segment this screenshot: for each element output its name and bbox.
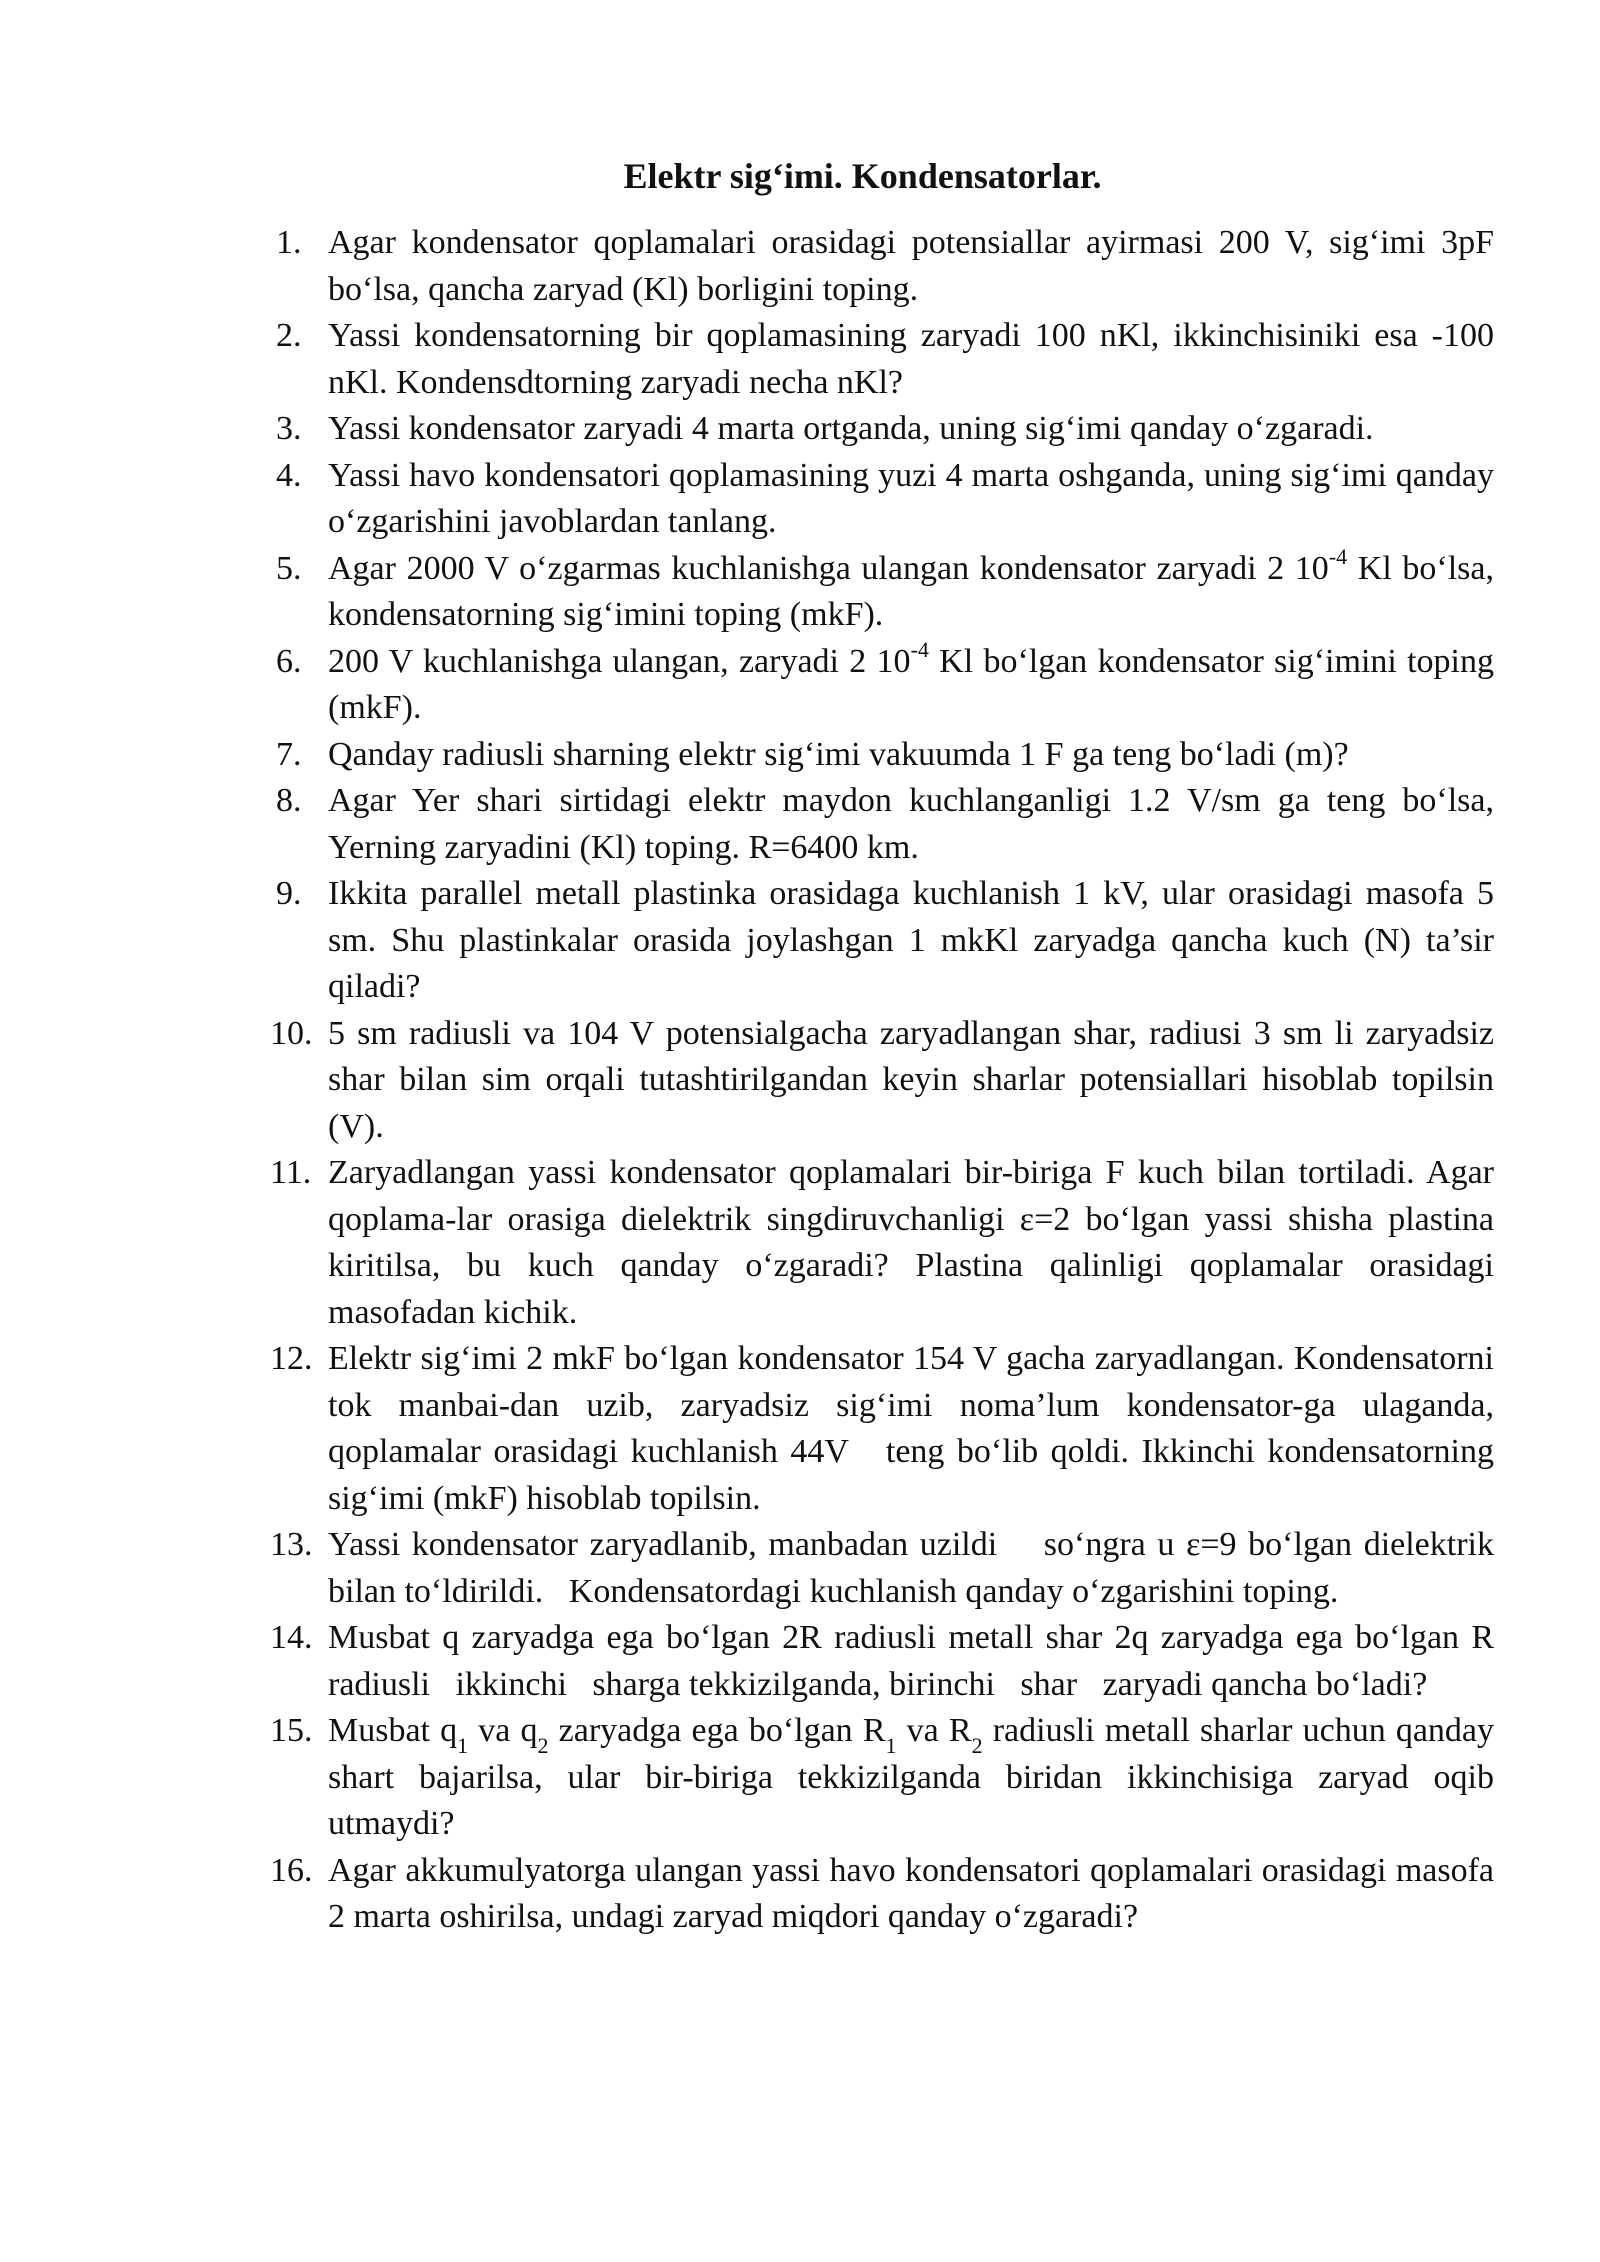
problem-number: 5. (276, 549, 302, 587)
problem-item (270, 1708, 1495, 1848)
problem-text: Agar Yer shari sirtidagi elektr maydon kuchlanganligi 1.2 V/sm ga teng bo‘lsa, Yerning zaryadini (Kl) toping. R=6400 km. (328, 782, 1494, 866)
problem-item (276, 220, 1494, 313)
problem-item (270, 1522, 1494, 1615)
problem-text: Musbat q zaryadga ega bo‘lgan 2R radiusli metall shar 2q zaryadga ega bo‘lgan R radiusli ikkinchi sharga tekkizilganda, birinchi shar zaryadi qancha bo‘ladi? (328, 1619, 1494, 1703)
problem-number: 7. (276, 735, 302, 773)
problem-text: Yassi kondensator zaryadi 4 marta ortganda, uning sig‘imi qanday o‘zgaradi. (328, 410, 1374, 447)
problem-item (270, 1336, 1494, 1522)
problem-number: 6. (276, 642, 302, 680)
problem-text: Zaryadlangan yassi kondensator qoplamalari bir-biriga F kuch bilan tortiladi. Agar qoplama-lar orasiga dielektrik singdiruvchanligi ε=2 bo‘lgan yassi shisha plastina kiritilsa, bu kuch qanday o‘zgaradi? Plastina qalinligi qoplamalar orasidagi masofadan kichik. (328, 1154, 1494, 1331)
problem-number: 3. (276, 410, 302, 447)
problem-number: 4. (276, 456, 302, 494)
problem-number: 11. (270, 1154, 312, 1191)
page-title: Elektr sig‘imi. Kondensatorlar. (623, 156, 1102, 196)
problem-item (276, 546, 1494, 639)
problem-text: 5 sm radiusli va 104 V potensialgacha zaryadlangan shar, radiusi 3 sm li zaryadsiz shar bilan sim orqali tutashtirilgandan keyin sharlar potensiallari hisoblab topilsin (V). (328, 1014, 1494, 1145)
problem-text: Agar 2000 V o‘zgarmas kuchlanishga ulangan kondensator zaryadi 2 $10^{-4}$ Kl bo‘lsa, kondensatorning sig‘imini toping (mkF). (328, 544, 1494, 633)
problem-number: 10. (270, 1014, 313, 1052)
problem-number: 8. (276, 782, 302, 819)
problem-item (276, 453, 1494, 546)
problem-text: Qanday radiusli sharning elektr sig‘imi vakuumda 1 F ga teng bo‘ladi (m)? (328, 735, 1349, 773)
problem-number: 14. (270, 1619, 313, 1656)
problem-text: Elektr sig‘imi 2 mkF bo‘lgan kondensator 154 V gacha zaryadlangan. Kondensatorni tok manbai-dan uzib, zaryadsiz sig‘imi noma’lum kondensator-ga ulaganda, qoplamalar orasidagi kuchlanish 44V teng bo‘lib qoldi. Ikkinchi kondensatorning sig‘imi (mkF) hisoblab topilsin. (328, 1340, 1494, 1517)
problem-number: 13. (270, 1526, 313, 1563)
problem-item (276, 778, 1494, 871)
problem-text: 200 V kuchlanishga ulangan, zaryadi 2 $10^{-4}$ Kl bo‘lgan kondensator sig‘imini toping (mkF). (328, 637, 1495, 726)
problem-text: Yassi kondensator zaryadlanib, manbadan uzildi so‘ngra u ε=9 bo‘lgan dielektrik bilan to‘ldirildi. Kondensatordagi kuchlanish qanday o‘zgarishini toping. (328, 1526, 1494, 1610)
problem-item (270, 1011, 1494, 1151)
problem-text: Agar kondensator qoplamalari orasidagi potensiallar ayirmasi 200 V, sig‘imi 3pF bo‘lsa, qancha zaryad (Kl) borligini toping. (328, 224, 1494, 308)
problem-item (270, 1848, 1494, 1941)
problem-number: 15. (270, 1712, 313, 1749)
problem-item (276, 313, 1494, 406)
problem-item (276, 639, 1494, 732)
problem-text: Musbat $q_1$ va $q_2$ zaryadga ega bo‘lgan $R_1$ va $R_2$ radiusli metall sharlar uchun qanday shart bajarilsa, ular bir-biriga tekkizilganda biridan ikkinchisiga zaryad oqib utmaydi? (328, 1712, 1495, 1842)
problem-text: Yassi havo kondensatori qoplamasining yuzi 4 marta oshganda, uning sig‘imi qanday o‘zgarishini javoblardan tanlang. (328, 456, 1494, 540)
problem-item (270, 1150, 1494, 1336)
problem-item (276, 732, 1494, 779)
problem-text: Yassi kondensatorning bir qoplamasining zaryadi 100 nKl, ikkinchisiniki esa -100 nKl. Kondensdtorning zaryadi necha nKl? (328, 317, 1494, 401)
problem-number: 2. (276, 317, 302, 354)
problem-list (270, 220, 1495, 1941)
problem-number: 1. (276, 224, 302, 261)
problem-text: Ikkita parallel metall plastinka orasidaga kuchlanish 1 kV, ular orasidagi masofa 5 sm. Shu plastinkalar orasida joylashgan 1 mkKl zaryadga qancha kuch (N) ta’sir qiladi? (328, 875, 1494, 1005)
problem-item (270, 1615, 1494, 1708)
problem-item (276, 406, 1494, 453)
problem-number: 12. (270, 1340, 313, 1377)
problem-text: Agar akkumulyatorga ulangan yassi havo kondensatori qoplamalari orasidagi masofa 2 marta oshirilsa, undagi zaryad miqdori qanday o‘zgaradi? (328, 1851, 1494, 1935)
problem-item (276, 871, 1494, 1011)
problem-number: 16. (270, 1851, 313, 1889)
problem-number: 9. (276, 875, 302, 912)
